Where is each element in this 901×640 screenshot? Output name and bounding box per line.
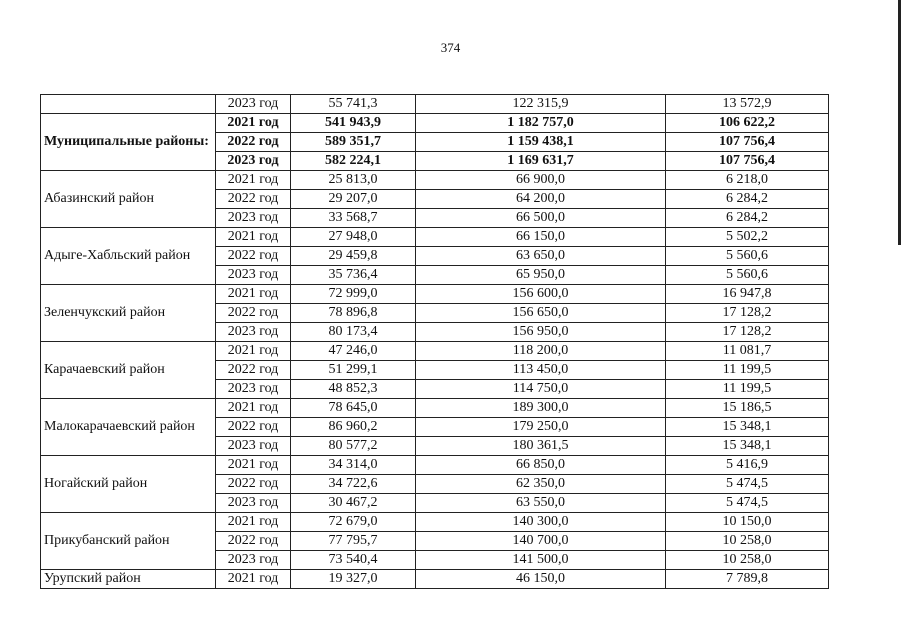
value-cell-2: 114 750,0 (416, 380, 666, 399)
value-cell-1: 29 459,8 (291, 247, 416, 266)
year-cell: 2023 год (216, 380, 291, 399)
value-cell-2: 66 850,0 (416, 456, 666, 475)
value-cell-1: 72 679,0 (291, 513, 416, 532)
district-name-cell: Прикубанский район (41, 513, 216, 570)
district-name-cell: Зеленчукский район (41, 285, 216, 342)
value-cell-3: 16 947,8 (666, 285, 829, 304)
value-cell-1: 34 314,0 (291, 456, 416, 475)
district-name-cell: Муниципальные районы: (41, 114, 216, 171)
year-cell: 2021 год (216, 456, 291, 475)
value-cell-1: 73 540,4 (291, 551, 416, 570)
value-cell-2: 46 150,0 (416, 570, 666, 589)
value-cell-3: 15 348,1 (666, 437, 829, 456)
value-cell-2: 156 650,0 (416, 304, 666, 323)
year-cell: 2021 год (216, 228, 291, 247)
value-cell-2: 141 500,0 (416, 551, 666, 570)
year-cell: 2023 год (216, 95, 291, 114)
value-cell-2: 1 159 438,1 (416, 133, 666, 152)
year-cell: 2021 год (216, 171, 291, 190)
value-cell-1: 35 736,4 (291, 266, 416, 285)
value-cell-1: 27 948,0 (291, 228, 416, 247)
district-name-cell (41, 95, 216, 114)
year-cell: 2023 год (216, 551, 291, 570)
budget-table (40, 94, 829, 589)
value-cell-2: 140 700,0 (416, 532, 666, 551)
table-row (41, 114, 829, 133)
value-cell-1: 51 299,1 (291, 361, 416, 380)
value-cell-3: 6 218,0 (666, 171, 829, 190)
year-cell: 2022 год (216, 418, 291, 437)
year-cell: 2022 год (216, 304, 291, 323)
value-cell-2: 1 169 631,7 (416, 152, 666, 171)
value-cell-2: 179 250,0 (416, 418, 666, 437)
value-cell-1: 72 999,0 (291, 285, 416, 304)
value-cell-1: 47 246,0 (291, 342, 416, 361)
value-cell-2: 64 200,0 (416, 190, 666, 209)
value-cell-3: 17 128,2 (666, 304, 829, 323)
value-cell-1: 55 741,3 (291, 95, 416, 114)
table-row (41, 513, 829, 532)
value-cell-1: 25 813,0 (291, 171, 416, 190)
value-cell-2: 113 450,0 (416, 361, 666, 380)
value-cell-3: 10 258,0 (666, 532, 829, 551)
table-row (41, 285, 829, 304)
value-cell-1: 19 327,0 (291, 570, 416, 589)
value-cell-2: 122 315,9 (416, 95, 666, 114)
value-cell-3: 5 560,6 (666, 247, 829, 266)
table-row (41, 342, 829, 361)
table-row (41, 399, 829, 418)
value-cell-3: 6 284,2 (666, 209, 829, 228)
year-cell: 2022 год (216, 361, 291, 380)
value-cell-2: 189 300,0 (416, 399, 666, 418)
value-cell-3: 15 348,1 (666, 418, 829, 437)
year-cell: 2023 год (216, 266, 291, 285)
value-cell-3: 10 258,0 (666, 551, 829, 570)
value-cell-3: 107 756,4 (666, 152, 829, 171)
value-cell-3: 11 199,5 (666, 361, 829, 380)
value-cell-3: 15 186,5 (666, 399, 829, 418)
table-row (41, 228, 829, 247)
value-cell-1: 80 173,4 (291, 323, 416, 342)
value-cell-1: 541 943,9 (291, 114, 416, 133)
value-cell-1: 589 351,7 (291, 133, 416, 152)
year-cell: 2021 год (216, 513, 291, 532)
value-cell-3: 10 150,0 (666, 513, 829, 532)
value-cell-2: 66 900,0 (416, 171, 666, 190)
year-cell: 2021 год (216, 342, 291, 361)
value-cell-3: 11 199,5 (666, 380, 829, 399)
value-cell-2: 140 300,0 (416, 513, 666, 532)
value-cell-3: 5 560,6 (666, 266, 829, 285)
district-name-cell: Малокарачаевский район (41, 399, 216, 456)
value-cell-1: 80 577,2 (291, 437, 416, 456)
table-row (41, 570, 829, 589)
table-row (41, 95, 829, 114)
year-cell: 2022 год (216, 532, 291, 551)
value-cell-1: 34 722,6 (291, 475, 416, 494)
value-cell-2: 1 182 757,0 (416, 114, 666, 133)
value-cell-3: 5 474,5 (666, 494, 829, 513)
value-cell-1: 48 852,3 (291, 380, 416, 399)
value-cell-3: 13 572,9 (666, 95, 829, 114)
value-cell-3: 5 502,2 (666, 228, 829, 247)
year-cell: 2023 год (216, 494, 291, 513)
year-cell: 2022 год (216, 475, 291, 494)
value-cell-2: 118 200,0 (416, 342, 666, 361)
value-cell-3: 17 128,2 (666, 323, 829, 342)
year-cell: 2021 год (216, 285, 291, 304)
value-cell-3: 7 789,8 (666, 570, 829, 589)
value-cell-1: 78 645,0 (291, 399, 416, 418)
year-cell: 2022 год (216, 133, 291, 152)
district-name-cell: Адыге-Хабльский район (41, 228, 216, 285)
year-cell: 2022 год (216, 247, 291, 266)
year-cell: 2021 год (216, 399, 291, 418)
district-name-cell: Ногайский район (41, 456, 216, 513)
value-cell-3: 107 756,4 (666, 133, 829, 152)
value-cell-3: 11 081,7 (666, 342, 829, 361)
district-name-cell: Карачаевский район (41, 342, 216, 399)
year-cell: 2022 год (216, 190, 291, 209)
value-cell-1: 582 224,1 (291, 152, 416, 171)
year-cell: 2023 год (216, 152, 291, 171)
page-number: 374 (440, 40, 461, 55)
value-cell-1: 86 960,2 (291, 418, 416, 437)
table-row (41, 171, 829, 190)
value-cell-2: 65 950,0 (416, 266, 666, 285)
value-cell-2: 66 150,0 (416, 228, 666, 247)
district-name-cell: Урупский район (41, 570, 216, 589)
value-cell-1: 33 568,7 (291, 209, 416, 228)
table-row (41, 456, 829, 475)
value-cell-2: 66 500,0 (416, 209, 666, 228)
year-cell: 2021 год (216, 570, 291, 589)
value-cell-2: 156 950,0 (416, 323, 666, 342)
year-cell: 2023 год (216, 209, 291, 228)
value-cell-2: 63 550,0 (416, 494, 666, 513)
value-cell-3: 5 474,5 (666, 475, 829, 494)
value-cell-2: 63 650,0 (416, 247, 666, 266)
value-cell-2: 62 350,0 (416, 475, 666, 494)
district-name-cell: Абазинский район (41, 171, 216, 228)
year-cell: 2023 год (216, 323, 291, 342)
value-cell-1: 77 795,7 (291, 532, 416, 551)
value-cell-3: 106 622,2 (666, 114, 829, 133)
year-cell: 2023 год (216, 437, 291, 456)
table-body (41, 95, 829, 589)
value-cell-2: 156 600,0 (416, 285, 666, 304)
value-cell-3: 5 416,9 (666, 456, 829, 475)
value-cell-1: 78 896,8 (291, 304, 416, 323)
value-cell-1: 29 207,0 (291, 190, 416, 209)
value-cell-1: 30 467,2 (291, 494, 416, 513)
value-cell-3: 6 284,2 (666, 190, 829, 209)
value-cell-2: 180 361,5 (416, 437, 666, 456)
year-cell: 2021 год (216, 114, 291, 133)
